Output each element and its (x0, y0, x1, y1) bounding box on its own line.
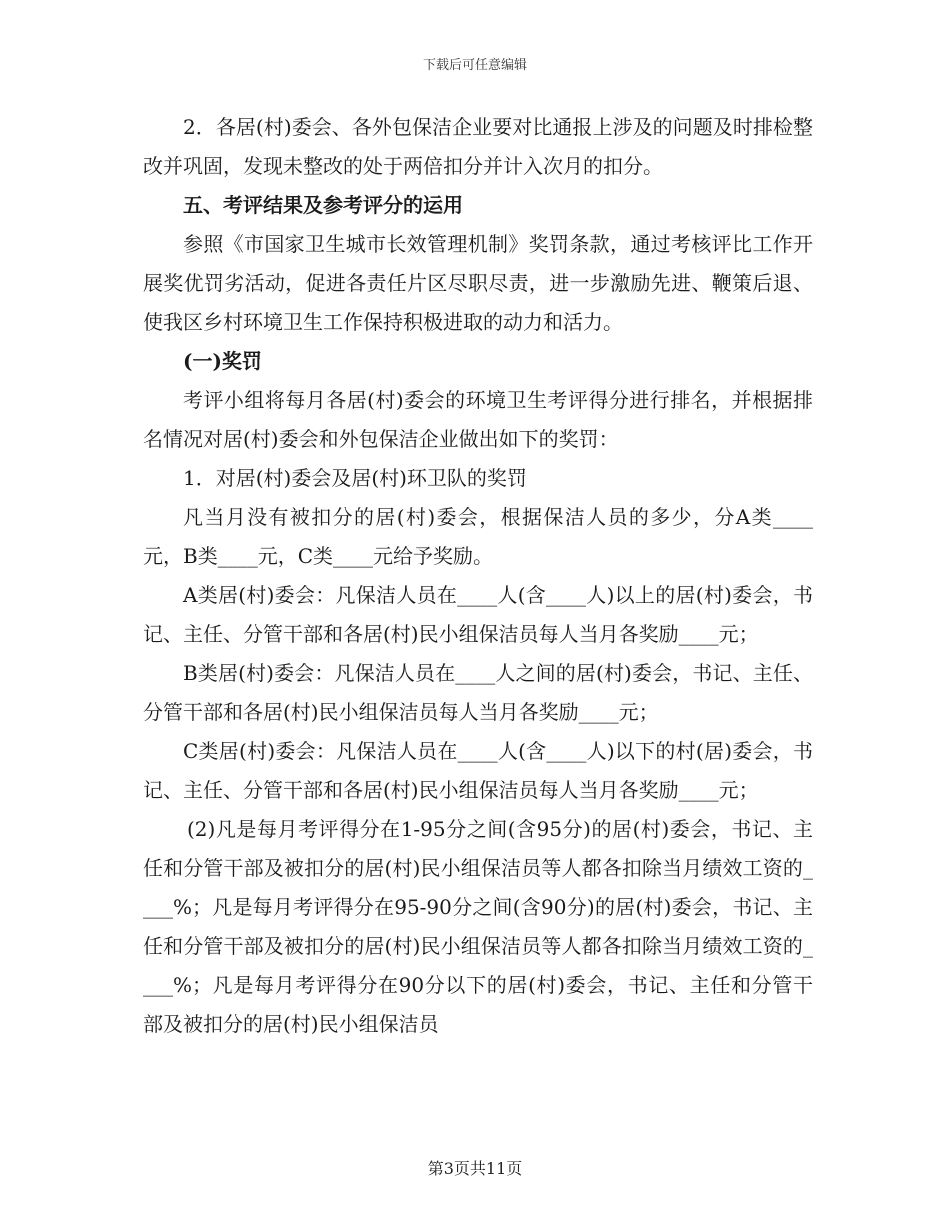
paragraph-reference-mechanism: 参照《市国家卫生城市长效管理机制》奖罚条款，通过考核评比工作开展奖优罚劣活动，促进各责任片区尽职尽责，进一步激励先进、鞭策后退、使我区乡村环境卫生工作保持积极进取的动力和活力。 (143, 232, 813, 334)
paragraph-class-a: A类居(村)委会：凡保洁人员在____人(含____人)以上的居(村)委会，书记、主任、分管干部和各居(村)民小组保洁员每人当月各奖励____元； (143, 583, 813, 646)
paragraph-class-b: B类居(村)委会：凡保洁人员在____人之间的居(村)委会，书记、主任、分管干部和各居(村)民小组保洁员每人当月各奖励____元； (143, 661, 813, 724)
paragraph-class-c: C类居(村)委会：凡保洁人员在____人(含____人)以下的村(居)委会，书记、主任、分管干部和各居(村)民小组保洁员每人当月各奖励____元； (143, 739, 813, 802)
section-heading-results: 五、考评结果及参考评分的运用 (183, 193, 463, 217)
subsection-heading-rewards: (一)奖罚 (183, 349, 262, 373)
page-footer: 第3页共11页 (427, 1159, 523, 1178)
item-heading-committee-rewards: 1．对居(村)委会及居(村)环卫队的奖罚 (183, 466, 527, 490)
paragraph-ranking: 考评小组将每月各居(村)委会的环境卫生考评得分进行排名，并根据排名情况对居(村)委会和外包保洁企业做出如下的奖罚： (143, 388, 813, 451)
paragraph-rectification: 2．各居(村)委会、各外包保洁企业要对比通报上涉及的问题及时排检整改并巩固，发现未整改的处于两倍扣分并计入次月的扣分。 (143, 115, 813, 178)
document-body (143, 108, 813, 1044)
page-header: 下载后可任意编辑 (422, 58, 527, 73)
paragraph-deductions: (2)凡是每月考评得分在1-95分之间(含95分)的居(村)委会，书记、主任和分管干部及被扣分的居(村)民小组保洁员等人都各扣除当月绩效工资的____%；凡是每月考评得分在95-90分之间(含90分)的居(村)委会，书记、主任和分管干部及被扣分的居(村)民小组保洁员等人都各扣除当月绩效工资的____%；凡是每月考评得分在90分以下的居(村)委会，书记、主任和分管干部及被扣分的居(村)民小组保洁员 (143, 817, 813, 1036)
paragraph-no-deduction-reward: 凡当月没有被扣分的居(村)委会，根据保洁人员的多少，分A类____元，B类____元，C类____元给予奖励。 (143, 505, 813, 568)
